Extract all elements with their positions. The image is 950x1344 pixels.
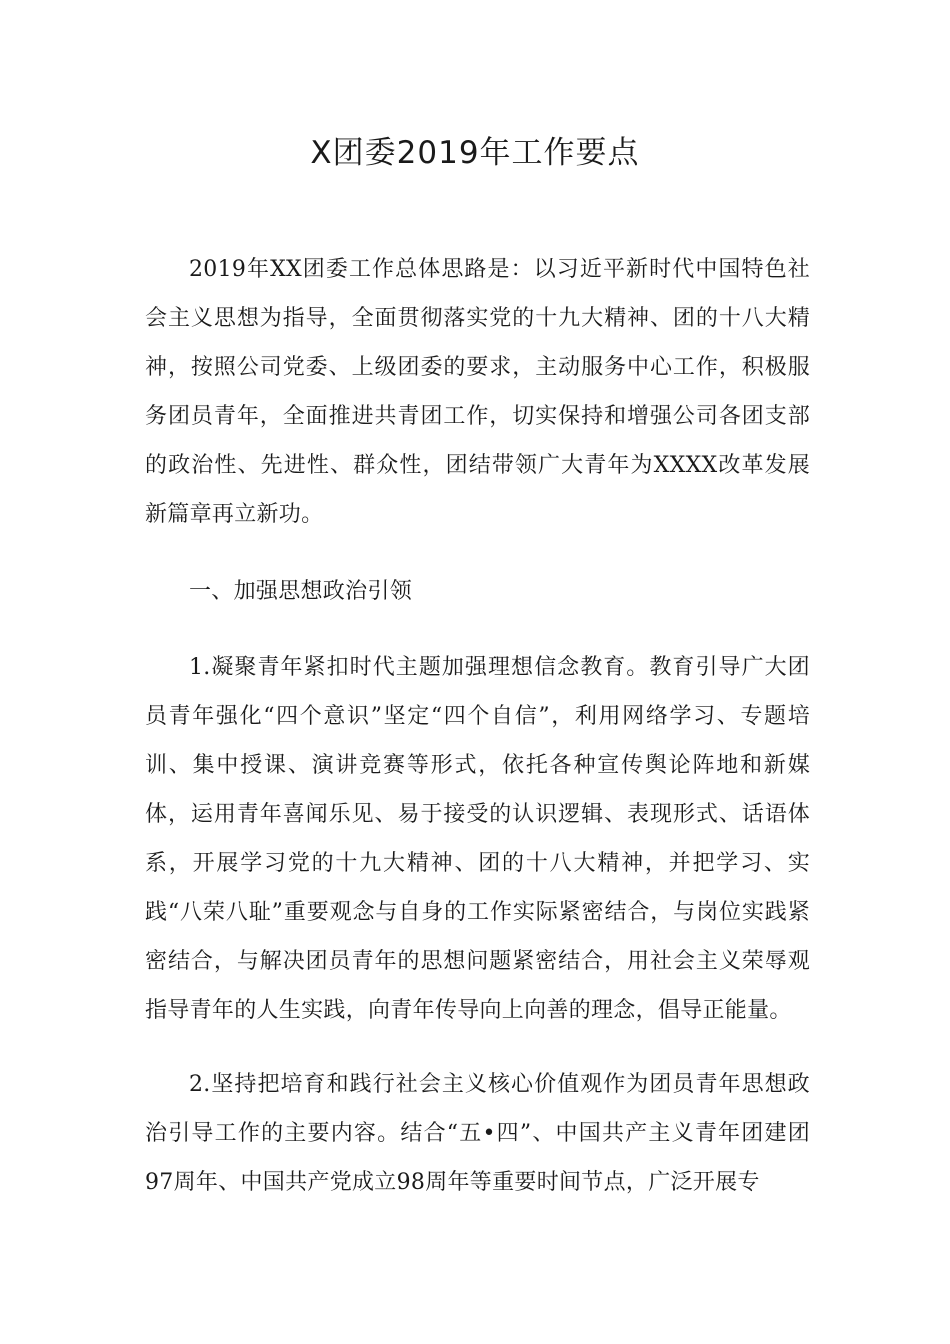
item-paragraph-1: 1.凝聚青年紧扣时代主题加强理想信念教育。教育引导广大团员青年强化“四个意识”坚定“四个自信”，利用网络学习、专题培训、集中授课、演讲竞赛等形式，依托各种宣传舆论阵地和新媒体，运用青年喜闻乐见、易于接受的认识逻辑、表现形式、话语体系，开展学习党的十九大精神、团的十八大精神，并把学习、实践“八荣八耻”重要观念与自身的工作实际紧密结合，与岗位实践紧密结合，与解决团员青年的思想问题紧密结合，用社会主义荣辱观指导青年的人生实践，向青年传导向上向善的理念，倡导正能量。 [145, 655, 810, 1023]
intro-paragraph: 2019年XX团委工作总体思路是：以习近平新时代中国特色社会主义思想为指导，全面贯彻落实党的十九大精神、团的十八大精神，按照公司党委、上级团委的要求，主动服务中心工作，积极服务团员青年，全面推进共青团工作，切实保持和增强公司各团支部的政治性、先进性、群众性，团结带领广大青年为XXXX改革发展新篇章再立新功。 [145, 257, 810, 527]
item-paragraph-2: 2.坚持把培育和践行社会主义核心价值观作为团员青年思想政治引导工作的主要内容。结合“五•四”、中国共产主义青年团建团97周年、中国共产党成立98周年等重要时间节点，广泛开展专 [145, 1072, 810, 1195]
section-heading: 一、加强思想政治引领 [189, 579, 413, 604]
document-title: X团委2019年工作要点 [310, 135, 640, 171]
